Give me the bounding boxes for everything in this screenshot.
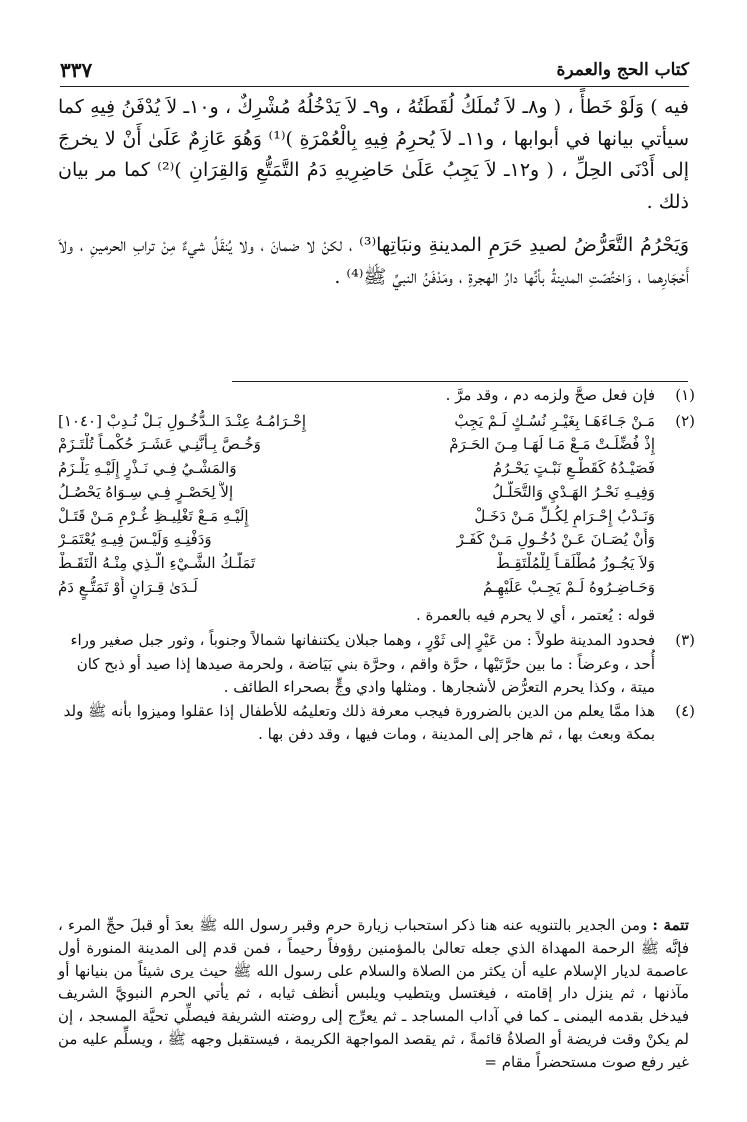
- chapter-title: كتاب الحج والعمرة: [556, 60, 689, 80]
- closing-note: [58, 914, 689, 1074]
- footnotes: [58, 384, 695, 747]
- footnote-number: (٤): [675, 701, 695, 720]
- verse-second-hemistich: لَـدَىٰ قِـرَانٍ أَوْ تَمَتُّـعٍ دَمُ: [58, 578, 198, 597]
- closing-text: ومن الجدير بالتنويه عنه هنا ذكر استحباب زيارة حرم وقبر رسول الله ﷺ بعدَ أو قبلَ حجِّ المرء ، فإنَّه ﷺ الرحمة المهداة الذي جعله تعالىٰ بالمؤمنين رؤوفاً رحيماً ، فمن قدم إلى المدينة المنورة أول عاصمة لديار الإسلام عليه أن يكثر من الصلاة والسلام على رسول الله ﷺ حيث يرى شيئاً من بنيانها أو مآذنها ، ثم ينزل دار إقامته ، فيغتسل ويتطيب ويلبس أنظف ثيابه ، ثم يأتي الحرم النبويَّ الشريف فيدخل بقدمه اليمنى ـ كما في آداب المساجد ـ ثم يعرِّج إلى روضته الشريفة فيصلِّي تحيَّة المسجد ، إن لم يكنْ وقت فريضة أو الصلاةُ قائمةً ، ثم يقصد المواجهة الكريمة ، فيستقبل وجهه ﷺ ، ويسلِّم عليه من غير رفع صوت مستحضراً مقام =: [58, 916, 689, 1071]
- closing-label: تتمة :: [652, 916, 689, 934]
- footnote-number: (٢): [675, 411, 695, 430]
- verse-first-hemistich: مَـنْ جَـاءَهَـا بِغَيْـرِ نُسُـكٍ لَـمْ يَجِبْ: [454, 411, 655, 430]
- footnote-text: فحدود المدينة طولاً : من عَيْرٍ إلى ثَوْرٍ ، وهما جبلان يكتنفانها شمالاً وجنوباً ، وثور جبل صغير وراء أُحد ، وعرضاً : ما بين حرَّتَيْها ، حرَّة واقم ، وحرَّة بني بَيَاضة ، ولحرمة صيدها إذا صيد أو ذبح كان ميتة ، وكذا يحرم التعرُّض لأشجارها . ومثلها وادي وجٍّ بصحراء الطائف .: [70, 631, 655, 697]
- footnote-text: فإن فعل صحَّ ولزمه دم ، وقد مرَّ .: [445, 386, 655, 404]
- poem-gloss: قوله : يُعتمر ، أي لا يحرم فيه بالعمرة .: [416, 605, 655, 624]
- page-header: [60, 52, 689, 87]
- footnote-separator: [232, 381, 688, 382]
- footnote-2: [58, 410, 695, 628]
- verse-first-hemistich: إِذْ فُضِّلَـتْ مَـعْ مَـا لَهَـا مِـنَ الحَـرَمْ: [449, 435, 655, 454]
- verse-second-hemistich: إلاَّ لِحَصْـرٍ فِـي سِـوَاهُ يَحْصُـلُ: [58, 482, 234, 501]
- verse-second-hemistich: إِحْـرَامُـهُ عِنْـدَ الـدُّخُـولِ بَـلْ نُـدِبْ [١٠٤٠]: [58, 411, 307, 430]
- poem: [58, 410, 655, 600]
- verse-second-hemistich: وَالمَشْـيُ فِـي نَـذْرٍ إِلَيْـهِ يَلْـزَمُ: [58, 459, 237, 478]
- footnote-3: [58, 629, 695, 700]
- verse-first-hemistich: فَصَيْـدُهُ كَقَطْـعِ نَبْـتٍ يَحْـرُمُ: [492, 459, 655, 478]
- verse-first-hemistich: وَفِيـهِ نَحْـرُ الهَـدْيِ وَالتَّحَلُّـلُ: [492, 482, 655, 501]
- verse-first-hemistich: وَلاَ يَجُـوزُ مُطْلَقـاً لِلْمُلْتَقِـطْ: [495, 554, 655, 573]
- main-paragraph-1: فيه ) وَلَوْ خَطأً ، ( و٨ـ لاَ تُملَكُ لُقَطَتُهُ ، و٩ـ لاَ يَدْخُلُهُ مُشْرِكٌ ، و١٠ـ لاَ يُدْفَنُ فِيهِ كما سيأتي بيانها في أبوابها ، و١١ـ لاَ يُحرِمُ فِيهِ بِالْعُمْرَةِ )⁽¹⁾ وَهُوَ عَازِمٌ عَلَىٰ أَنْ لا يخرجَ إلى أَدْنَى الحِلِّ ، ( و١٢ـ لاَ يَجِبُ عَلَىٰ حَاضِرِيهِ دَمُ التَّمَتُّعِ وَالقِرَانِ )⁽²⁾ كما مر بيان ذلك .: [58, 96, 690, 213]
- main-text: [58, 92, 689, 293]
- verse-first-hemistich: وَأَنْ يُصَـانَ عَـنْ دُخُـولِ مَـنْ كَفَـرْ: [456, 530, 655, 549]
- footnote-4: [58, 700, 695, 747]
- main-paragraph-2: وَيَحْرُمُ التَّعَرُّضُ لصيدِ حَرَمِ المدينةِ ونبَاتِها⁽³⁾ ، لكنْ لا ضمانَ ، ولا يُنقَلُ شيءٌ مِنْ ترابِ الحرمينِ ، ولاَ أَحْجَارِهما ، وَاختُصّتِ المدينةُ بأنَّها دارُ الهجرةِ ، ومَدْفَنُ النبيِّ ﷺ⁽⁴⁾ .: [58, 234, 689, 288]
- footnote-number: (١): [675, 386, 695, 404]
- footnote-number: (٣): [675, 631, 695, 650]
- footnote-text: هذا ممَّا يعلم من الدين بالضرورة فيجب معرفة ذلك وتعليمُه للأطفال إذا عقلوا وميزوا بأنه ﷺ ولد بمكة وبعث بها ، ثم هاجر إلى المدينة ، ومات فيها ، وقد دفن بها .: [63, 701, 655, 744]
- verse-second-hemistich: وَخُـصَّ بِـأَنَّنِـي عَشَـرَ حُكْمـاً تُلْتَـزَمْ: [58, 435, 261, 454]
- verse-second-hemistich: وَدَفْنِـهِ وَلَيْـسَ فِيـهِ يُعْتَمَـرْ: [58, 530, 212, 549]
- verse-second-hemistich: تَمَلُّـكُ الشَّـيْءِ الَّـذِي مِنْـهُ الْتَقَـطْ: [58, 554, 256, 573]
- page-number: ٣٣٧: [60, 58, 93, 82]
- footnote-1: [58, 384, 695, 408]
- verse-first-hemistich: وَنَـدْبُ إِحْـرَامٍ لِكُـلِّ مَـنْ دَخَـلْ: [474, 506, 655, 525]
- verse-first-hemistich: وَحَـاضِـرُوهُ لَـمْ يَجِـبْ عَلَيْهِـمُ: [483, 578, 655, 597]
- verse-second-hemistich: إِلَيْـهِ مَـعْ تَغْلِيـظِ غُـرْمِ مَـنْ قَتَـلْ: [58, 506, 249, 525]
